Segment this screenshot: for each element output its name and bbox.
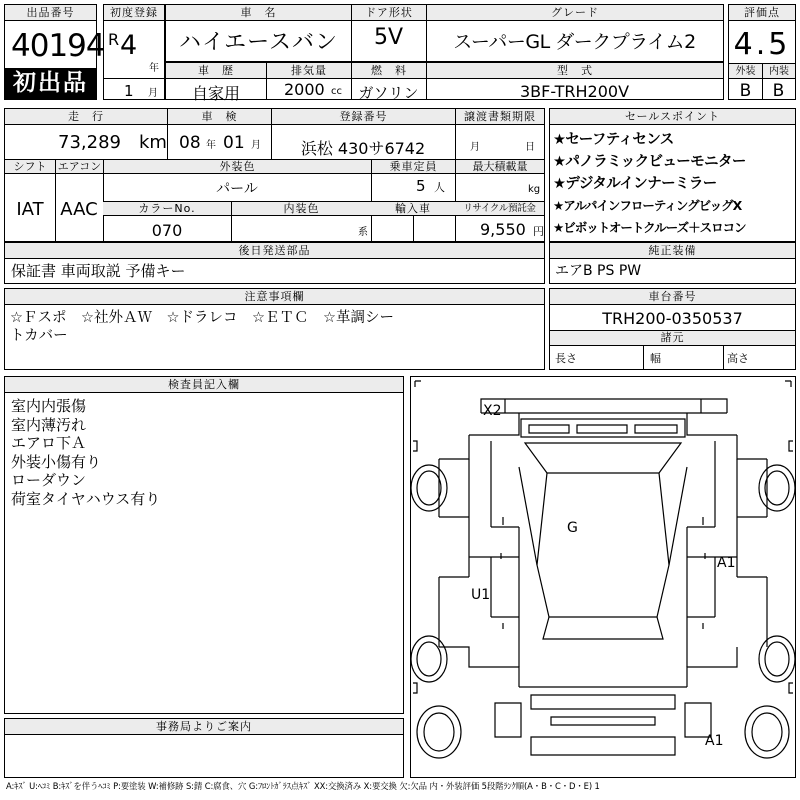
diagram-mark-a1-right: A1: [717, 555, 736, 571]
car-name-label: 車 名: [166, 5, 351, 21]
inspector-notes-list: [11, 397, 160, 508]
equipment-label: 純正装備: [550, 243, 795, 259]
mileage-label: 走 行: [5, 109, 167, 125]
later-parts-label: 後日発送部品: [5, 243, 544, 259]
recycle-unit: 円: [533, 225, 544, 238]
equipment-box: [549, 242, 796, 284]
chassis-box: [549, 288, 796, 370]
color-number: 070: [151, 221, 183, 240]
selling-point-item: ★パノラミックビューモニター: [553, 154, 746, 170]
month-unit: 月: [148, 88, 158, 99]
dims-label: 諸元: [550, 331, 795, 346]
first-reg-year: 4: [120, 30, 138, 61]
spec-box: [165, 62, 724, 103]
notes-box: [4, 288, 545, 370]
lot-number: 40194: [11, 28, 105, 64]
doors-label: ドア形状: [351, 5, 426, 21]
inspector-note: 室内薄汚れ: [11, 415, 87, 434]
interior-grade-label: 内装: [762, 64, 795, 79]
displacement: 2000: [284, 80, 325, 99]
capacity: 5: [416, 177, 426, 195]
later-parts-value: 保証書 車両取説 予備キー: [11, 262, 186, 280]
score-box: [728, 4, 796, 100]
selling-points-list: [553, 129, 746, 239]
selling-point-item: ★アルパインフローティングビッグX: [553, 198, 742, 213]
inspection-label: 車 検: [167, 109, 271, 125]
exterior-color: パール: [216, 181, 258, 197]
notes-label: 注意事項欄: [5, 289, 544, 305]
first-reg-label: 初度登録: [104, 5, 164, 21]
inspector-note: エアロ下Ａ: [11, 434, 87, 452]
model-code: 3BF-TRH200V: [519, 82, 630, 101]
max-load-unit: kg: [528, 184, 541, 195]
capacity-label: 乗車定員: [371, 160, 455, 174]
inspection-year: 08: [179, 133, 201, 153]
office-box: [4, 718, 404, 778]
height-label: 高さ: [727, 352, 749, 365]
grade-label: グレード: [426, 5, 723, 21]
later-parts-box: [4, 242, 545, 284]
first-reg-box: [103, 4, 165, 100]
history-label: 車 歴: [166, 63, 266, 79]
registration-plate: 浜松 430サ6742: [300, 139, 426, 158]
shift-type: IAT: [16, 199, 44, 220]
car-name: ハイエースバン: [178, 30, 339, 55]
diagram-mark-g: G: [567, 520, 578, 536]
grade: スーパーGL ダークプライム2: [453, 31, 696, 53]
exterior-grade-label: 外装: [729, 64, 762, 79]
recycle-label: リサイクル預託金: [455, 202, 544, 216]
first-listing-badge: 初出品: [5, 68, 96, 99]
fuel-label: 燃 料: [351, 63, 426, 79]
diagram-mark-x2: X2: [483, 403, 502, 419]
ext-color-label: 外装色: [103, 160, 371, 174]
year-unit-2: 年: [206, 140, 216, 151]
length-label: 長さ: [555, 352, 577, 365]
notes-line-1: ☆Ｆスポ ☆社外ＡＷ ☆ドラレコ ☆ＥＴＣ ☆革調シー: [10, 310, 394, 326]
transfer-day: 日: [525, 142, 535, 153]
first-reg-month: 1: [124, 82, 134, 100]
max-load-label: 最大積載量: [455, 160, 544, 174]
recycle-fee: 9,550: [480, 220, 526, 239]
lot-number-box: [4, 4, 105, 100]
car-diagram: [411, 377, 795, 777]
year-unit: 年: [149, 63, 159, 74]
inspection-month: 01: [223, 133, 245, 153]
selling-point-item: ★セーフティセンス: [553, 132, 674, 148]
plate-label: 登録番号: [271, 109, 455, 125]
displacement-unit: cc: [331, 86, 342, 97]
exterior-grade: B: [739, 81, 752, 101]
capacity-unit: 人: [434, 181, 445, 194]
interior-grade: B: [772, 81, 785, 101]
inspector-note: 荷室タイヤハウス有り: [11, 489, 161, 508]
int-color-label: 内装色: [231, 202, 371, 216]
era-label: R: [108, 30, 120, 49]
car-info-box: [165, 4, 724, 62]
door-type: 5V: [373, 25, 404, 50]
lot-number-label: 出品番号: [5, 5, 96, 21]
selling-points-box: [549, 108, 796, 242]
model-code-label: 型 式: [426, 63, 723, 79]
office-label: 事務局よりご案内: [5, 719, 403, 735]
inspector-note: 外装小傷有り: [11, 452, 102, 471]
import-label: 輸入車: [371, 202, 455, 216]
damage-legend: A:ｷｽﾞ U:ﾍｺﾐ B:ｷｽﾞを伴うﾍｺﾐ P:要塗装 W:補修跡 S:錆 C:腐食、穴 G:ﾌﾛﾝﾄｶﾞﾗｽ点ｷｽﾞ XX:交換済み X:要交換 欠:欠品 内・外装評価 5段階ﾗﾝｸ順(A・B・C・D・E) 1: [6, 781, 600, 791]
shift-label: シフト: [5, 160, 55, 174]
vehicle-history: 自家用: [191, 84, 240, 103]
notes-line-2: トカバー: [10, 328, 68, 344]
transfer-month: 月: [470, 142, 480, 153]
car-diagram-box: [410, 376, 796, 778]
aircon-label: エアコン: [55, 160, 103, 174]
selling-point-item: ★ビボットオートクルーズ＋スロコン: [553, 220, 746, 235]
inspector-note: 室内内張傷: [11, 397, 87, 415]
displacement-label: 排気量: [266, 63, 351, 79]
selling-point-item: ★デジタルインナーミラー: [553, 176, 717, 192]
mileage-unit: km: [139, 132, 167, 153]
vehicle-details-box: [4, 108, 545, 242]
chassis-number: TRH200-0350537: [602, 309, 743, 328]
aircon-type: AAC: [60, 199, 98, 220]
fuel-type: ガソリン: [358, 84, 419, 102]
inspector-note: ローダウン: [11, 471, 87, 489]
int-color-suffix: 系: [358, 227, 368, 238]
equipment-value: エアB PS PW: [555, 263, 642, 279]
diagram-mark-a1-bottom: A1: [705, 733, 724, 749]
mileage: 73,289: [58, 132, 121, 153]
inspector-box: [4, 376, 404, 714]
score-label: 評価点: [729, 5, 795, 21]
score: 4.5: [733, 27, 791, 62]
month-unit-2: 月: [251, 140, 261, 151]
transfer-label: 譲渡書類期限: [455, 109, 544, 125]
diagram-mark-u1: U1: [471, 587, 491, 603]
chassis-label: 車台番号: [550, 289, 795, 305]
selling-points-label: セールスポイント: [550, 109, 795, 125]
inspector-label: 検査員記入欄: [5, 377, 403, 393]
width-label: 幅: [650, 352, 661, 365]
color-no-label: カラーNo.: [103, 202, 231, 216]
